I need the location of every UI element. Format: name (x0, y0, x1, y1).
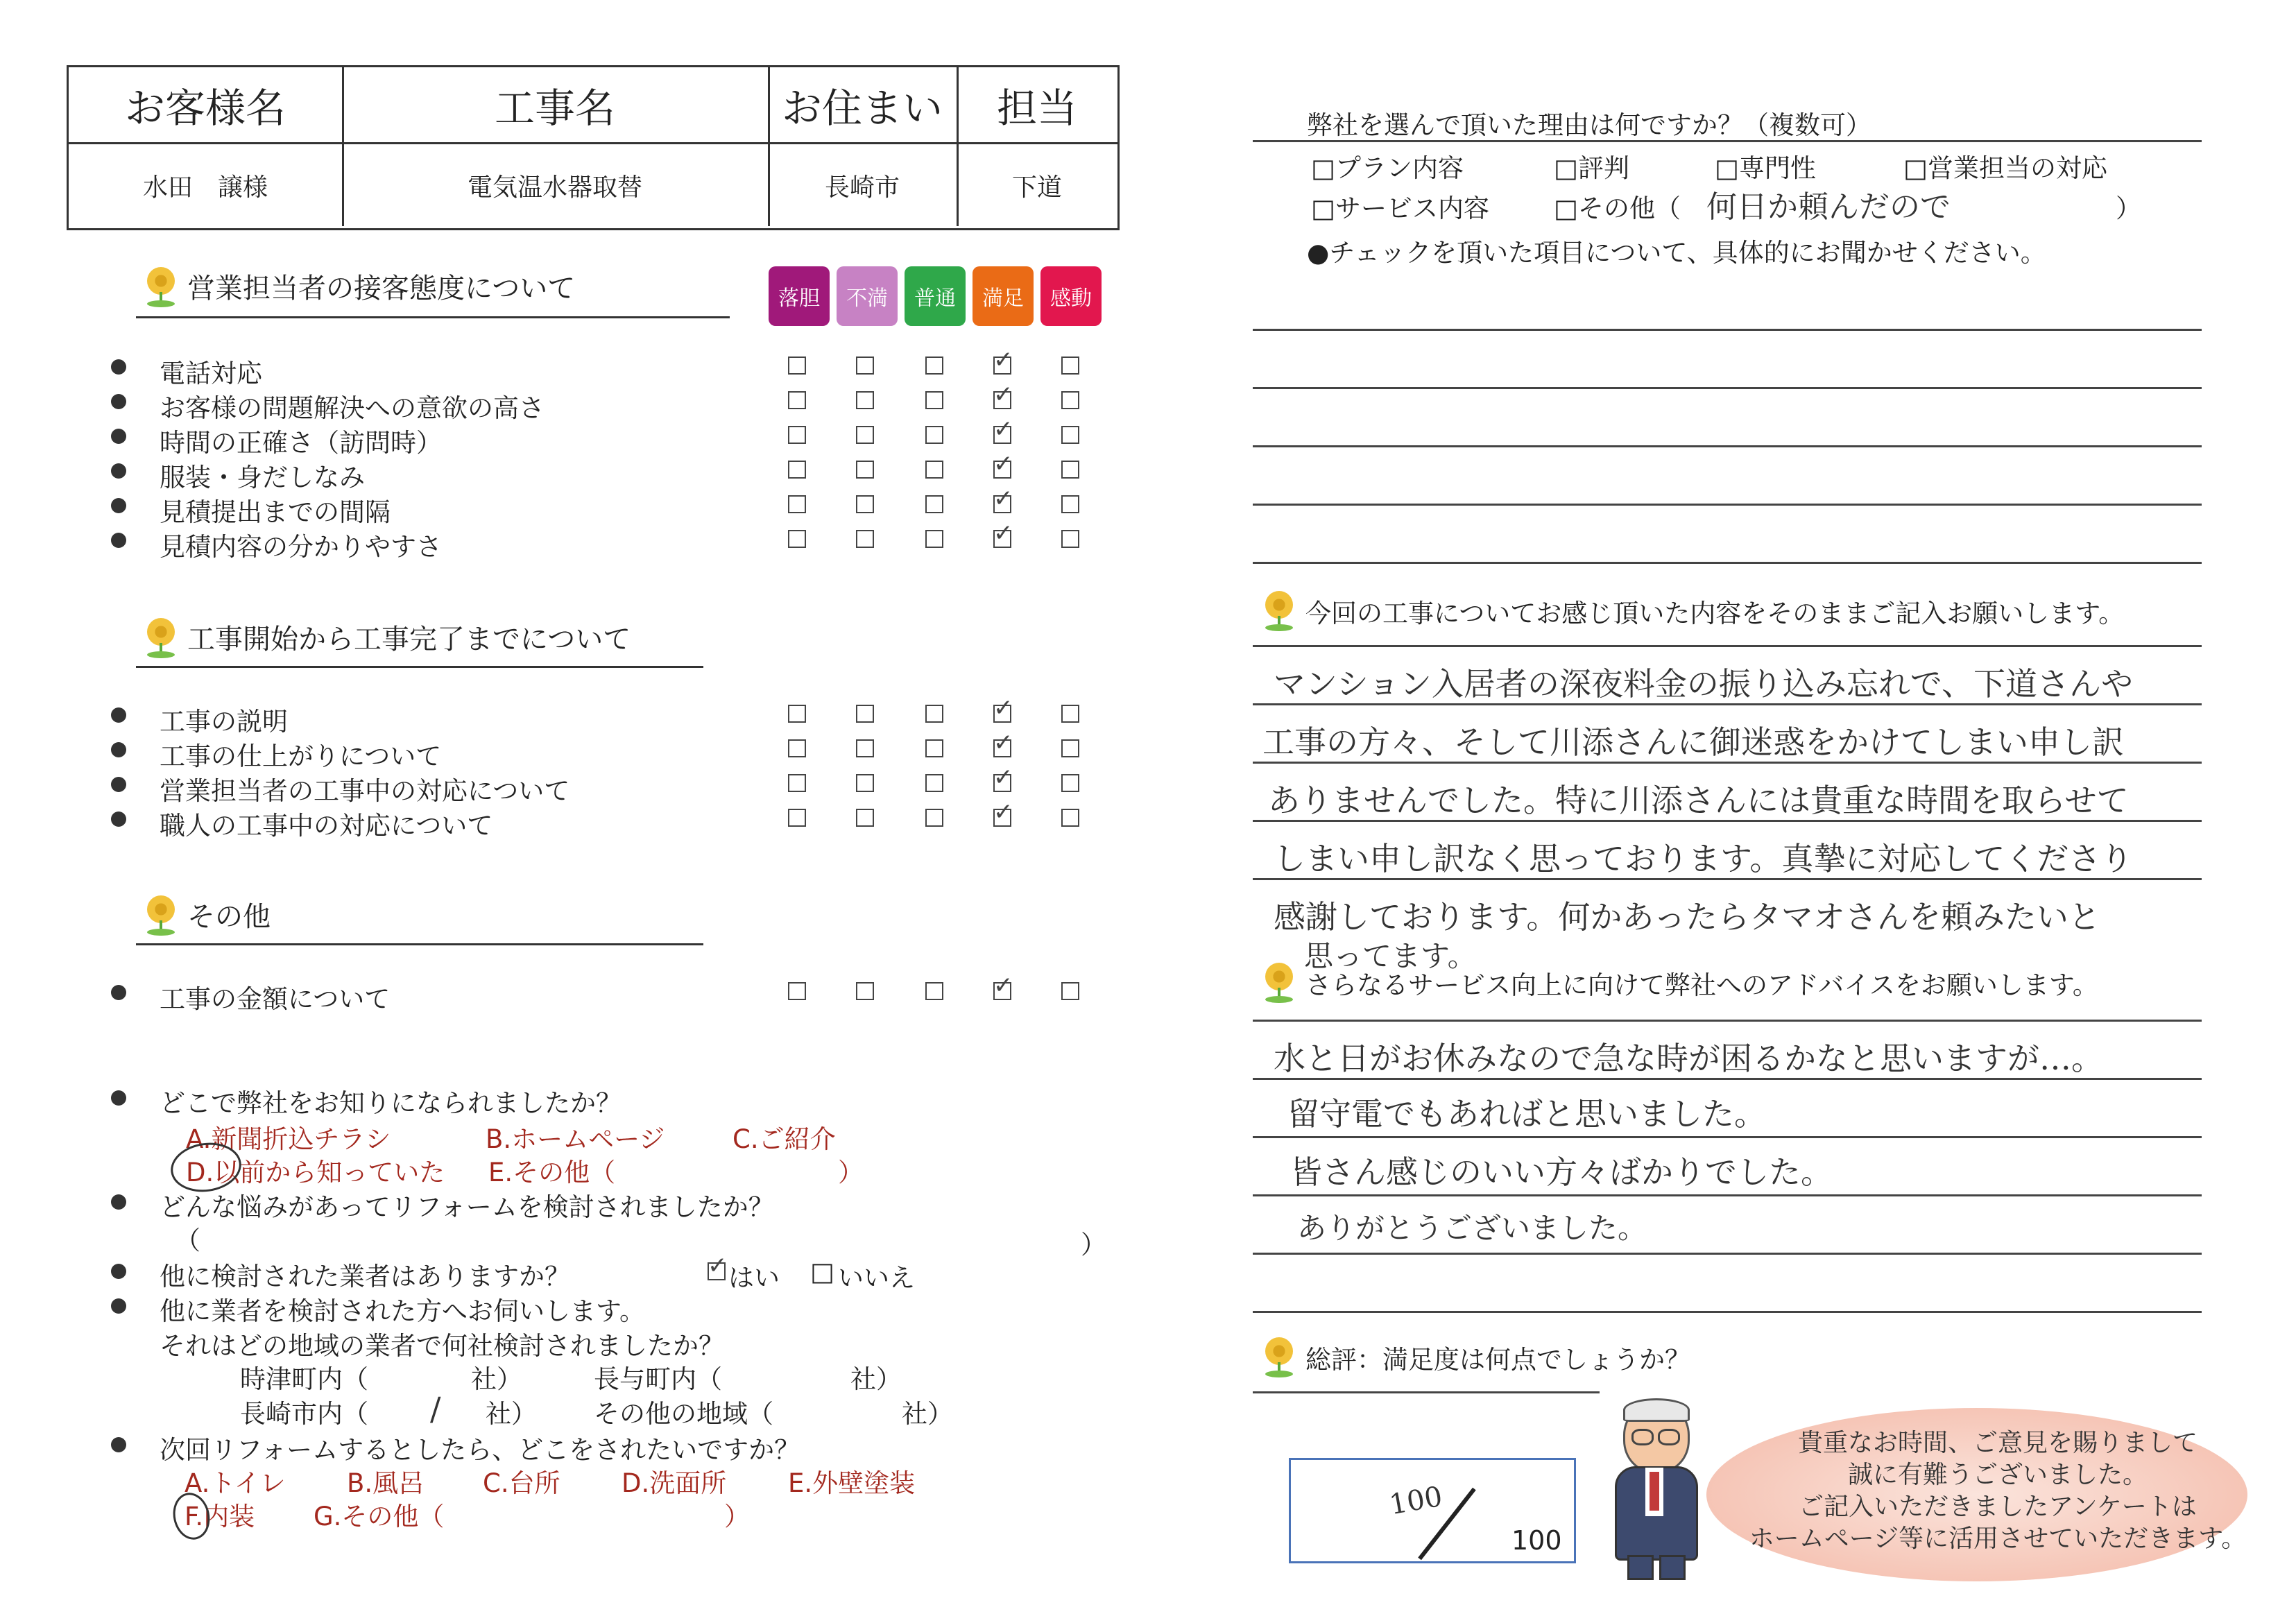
section-sales-attitude (144, 266, 575, 309)
rating-checkbox-不満[interactable] (856, 426, 874, 444)
rating-checkbox-満足[interactable] (993, 485, 1013, 513)
question-sub: それはどの地域の業者で何社検討されましたか？ (160, 1331, 724, 1361)
badge-manzoku (973, 266, 1034, 326)
score-value: 100 (1387, 1480, 1445, 1522)
rating-checkbox-不満[interactable] (856, 495, 874, 513)
option-other-close: ） (724, 1502, 750, 1531)
work-name: 電気温水器取替 (467, 173, 642, 202)
reason-other[interactable]: □その他（ (1554, 194, 1681, 223)
rating-checkbox-普通[interactable] (925, 461, 943, 479)
rating-checkbox-不満[interactable] (856, 391, 874, 409)
rating-checkbox-感動[interactable] (1061, 495, 1079, 513)
bullet (111, 1298, 126, 1314)
rating-checkbox-落胆[interactable] (788, 357, 806, 375)
question-source: どこで弊社をお知りになられましたか？ (160, 1088, 622, 1118)
badge-label: 普通 (914, 286, 956, 311)
rating-checkbox-満足[interactable] (993, 694, 1013, 723)
area-nagasaki: 長崎市内（ (240, 1399, 368, 1429)
rating-checkbox-満足[interactable] (993, 450, 1013, 479)
question-competitor-area: 他に業者を検討された方へお伺いします。 (160, 1296, 646, 1326)
hand-slash: / (430, 1390, 441, 1427)
section-score (1262, 1337, 1690, 1379)
section-underline (136, 316, 730, 318)
rating-checkbox-普通[interactable] (925, 705, 943, 723)
check-mark-icon: ✓ (993, 729, 1013, 757)
bullet (111, 812, 126, 827)
question-concern: どんな悩みがあってリフォームを検討されましたか？ (160, 1192, 774, 1222)
check-mark-icon: ✓ (708, 1252, 728, 1280)
check-mark-icon: ✓ (993, 450, 1013, 478)
rating-label: 営業担当者の工事中の対応について (160, 776, 570, 806)
rule-line (1253, 1020, 2202, 1022)
impression-line: しまい申し訳なく思っております。真摯に対応してくださり (1274, 840, 2133, 877)
impression-line: 思ってます。 (1304, 939, 1477, 973)
rule-line (1253, 1311, 2202, 1313)
header-customer-text: お客様名 (124, 85, 286, 132)
rating-checkbox-落胆[interactable] (788, 705, 806, 723)
rating-checkbox-満足[interactable] (993, 381, 1013, 409)
bullet (111, 429, 126, 444)
paren-open: （ (175, 1226, 200, 1255)
bullet (111, 1194, 126, 1210)
rating-checkbox-満足[interactable] (993, 729, 1013, 757)
rule-line (1253, 1194, 2202, 1196)
rating-checkbox-普通[interactable] (925, 357, 943, 375)
rating-checkbox-普通[interactable] (925, 982, 943, 1000)
badge-fuman (837, 266, 898, 326)
reason-expertise[interactable]: □専門性 (1715, 153, 1816, 183)
address-value: 長崎市 (824, 173, 900, 202)
rating-checkbox-落胆[interactable] (788, 426, 806, 444)
bullet (111, 1264, 126, 1279)
rating-checkbox-感動[interactable] (1061, 357, 1079, 375)
section-title: さらなるサービス向上に向けて弊社へのアドバイスをお願いします。 (1305, 970, 2098, 1000)
rating-checkbox-不満[interactable] (856, 530, 874, 548)
impression-line: ありませんでした。特に川添さんには貴重な時間を取らせて (1268, 782, 2129, 819)
rule-line (1253, 1253, 2202, 1255)
badge-label: 感動 (1050, 286, 1092, 311)
rating-checkbox-普通[interactable] (925, 426, 943, 444)
thanks-line: ホームページ等に活用させていただきます。 (1749, 1525, 2247, 1553)
header-customer-label (69, 67, 344, 142)
header-staff-label (957, 67, 1117, 142)
option-kitchen[interactable]: C.台所 (483, 1468, 560, 1498)
option-other[interactable]: G.その他（ (314, 1502, 445, 1531)
check-mark-icon: ✓ (993, 485, 1013, 513)
badge-label: 満足 (982, 286, 1024, 311)
customer-name: 水田 譲様 (142, 173, 268, 202)
rating-checkbox-普通[interactable] (925, 739, 943, 757)
checkbox-yes[interactable] (708, 1252, 728, 1280)
flower-icon (1262, 1337, 1296, 1379)
rating-checkbox-不満[interactable] (856, 357, 874, 375)
rating-row (0, 450, 1124, 492)
rating-checkbox-不満[interactable] (856, 705, 874, 723)
rating-checkbox-不満[interactable] (856, 461, 874, 479)
thanks-line: 貴重なお時間、ご意見を賜りまして (1797, 1429, 2198, 1457)
rule-line (1253, 504, 2202, 506)
customer-name-cell (69, 144, 344, 226)
rating-label: 工事の仕上がりについて (160, 741, 442, 771)
check-mark-icon: ✓ (993, 346, 1013, 374)
check-mark-icon: ✓ (993, 798, 1013, 826)
rule-line (1253, 387, 2202, 389)
rating-label: 電話対応 (160, 359, 262, 388)
rating-checkbox-不満[interactable] (856, 982, 874, 1000)
impression-line: 感謝しております。何かあったらタマオさんを頼みたいと (1274, 898, 2100, 936)
option-other-close: ） (838, 1158, 864, 1187)
section-title: 営業担当者の接客態度について (187, 273, 576, 304)
thanks-line: 誠に有難うございました。 (1847, 1461, 2148, 1489)
badge-label: 不満 (846, 286, 888, 311)
check-mark-icon: ✓ (993, 972, 1013, 999)
flower-icon (144, 895, 178, 937)
option-homepage[interactable]: B.ホームページ (486, 1124, 665, 1154)
section-title: 総評：満足度は何点でしょうか？ (1305, 1345, 1690, 1375)
option-interior[interactable]: F.内装 (185, 1502, 255, 1531)
rating-label: 見積提出までの間隔 (160, 497, 391, 527)
rating-checkbox-感動[interactable] (1061, 982, 1079, 1000)
section-construction (144, 617, 631, 660)
rating-row (0, 415, 1124, 458)
rating-label: 職人の工事中の対応について (160, 811, 493, 841)
rule-line (1253, 140, 2202, 142)
rating-row (0, 764, 1124, 806)
option-known-before[interactable]: D.以前から知っていた (186, 1158, 445, 1187)
rating-checkbox-落胆[interactable] (788, 461, 806, 479)
header-address-label (768, 67, 959, 142)
rating-checkbox-感動[interactable] (1061, 426, 1079, 444)
section-title: その他 (187, 901, 271, 933)
bullet (111, 463, 126, 479)
section-impressions (1262, 591, 2124, 633)
rule-line (1253, 762, 2202, 764)
question-next-reform: 次回リフォームするとしたら、どこをされたいですか？ (160, 1435, 800, 1465)
rating-checkbox-落胆[interactable] (788, 982, 806, 1000)
rating-checkbox-普通[interactable] (925, 809, 943, 827)
option-washroom[interactable]: D.洗面所 (622, 1468, 727, 1498)
rating-checkbox-落胆[interactable] (788, 774, 806, 792)
badge-rakutan (769, 266, 830, 326)
mascot-illustration (1609, 1394, 1699, 1580)
header-work-label (342, 67, 770, 142)
rating-checkbox-満足[interactable] (993, 346, 1013, 375)
bullet (111, 498, 126, 513)
rating-checkbox-感動[interactable] (1061, 461, 1079, 479)
rating-checkbox-感動[interactable] (1061, 530, 1079, 548)
rating-checkbox-普通[interactable] (925, 530, 943, 548)
rule-line (1253, 703, 2202, 705)
advice-line: ありがとうございました。 (1297, 1211, 1647, 1245)
score-box (1289, 1458, 1576, 1563)
rating-checkbox-感動[interactable] (1061, 774, 1079, 792)
rating-row (0, 485, 1124, 527)
rule-line (1253, 1078, 2202, 1080)
rating-checkbox-落胆[interactable] (788, 809, 806, 827)
rule-line (1253, 820, 2202, 822)
check-mark-icon: ✓ (993, 694, 1013, 722)
advice-line: 皆さん感じのいい方々ばかりでした。 (1290, 1153, 1833, 1191)
section-underline (136, 666, 703, 668)
option-newspaper[interactable]: A.新聞折込チラシ (186, 1124, 391, 1154)
option-referral[interactable]: C.ご紹介 (733, 1124, 836, 1154)
rule-line (1253, 445, 2202, 447)
area-nagayo: 長与町内（ 社） (594, 1364, 902, 1394)
staff-name: 下道 (1011, 173, 1062, 202)
rule-line (1253, 329, 2202, 331)
advice-line: 留守電でもあればと思いました。 (1287, 1095, 1766, 1133)
header-address-text: お住まい (781, 85, 943, 132)
address-cell (768, 144, 959, 226)
rating-checkbox-不満[interactable] (856, 739, 874, 757)
rule-line (1253, 1391, 1600, 1393)
rating-checkbox-感動[interactable] (1061, 705, 1079, 723)
rule-line (1253, 878, 2202, 880)
rating-row (0, 381, 1124, 423)
badge-kandou (1040, 266, 1102, 326)
rating-label: お客様の問題解決への意欲の高さ (160, 393, 545, 423)
rating-row (0, 694, 1124, 737)
rating-checkbox-満足[interactable] (993, 415, 1013, 444)
rating-checkbox-感動[interactable] (1061, 809, 1079, 827)
rule-line (1253, 562, 2202, 564)
label-no: いいえ (838, 1263, 915, 1293)
customer-info-table (67, 65, 1120, 230)
check-mark-icon: ✓ (993, 764, 1013, 791)
rule-line (1253, 645, 2202, 647)
bullet (111, 394, 126, 409)
bullet (111, 777, 126, 792)
section-title: 今回の工事についてお感じ頂いた内容をそのままご記入お願いします。 (1305, 599, 2125, 628)
badge-label: 落胆 (778, 286, 820, 311)
flower-icon (144, 267, 178, 309)
flower-icon (1262, 591, 1296, 633)
rating-row (0, 346, 1124, 388)
paren-close: ） (1081, 1230, 1106, 1260)
reason-other-handwritten: 何日か頼んだので (1706, 189, 1951, 225)
bullet (111, 533, 126, 548)
rating-label: 見積内容の分かりやすさ (160, 532, 442, 562)
section-advice (1262, 963, 2098, 1004)
thanks-text (1693, 1427, 2296, 1555)
reason-question: 弊社を選んで頂いた理由は何ですか？（複数可） (1307, 110, 1871, 140)
rating-label: 服装・身だしなみ (160, 463, 365, 492)
rating-checkbox-満足[interactable] (993, 764, 1013, 792)
reason-service[interactable]: □サービス内容 (1311, 194, 1489, 223)
bullet (111, 985, 126, 1000)
area-nagasaki-end: 社） (486, 1399, 537, 1429)
score-max: 100 (1511, 1525, 1562, 1556)
checkbox-no[interactable]: □ (810, 1257, 834, 1287)
rating-label: 工事の説明 (160, 707, 288, 737)
check-mark-icon: ✓ (993, 415, 1013, 443)
flower-icon (144, 618, 178, 660)
rating-row (0, 972, 1124, 1014)
section-other (144, 895, 271, 937)
bullet (111, 742, 126, 757)
impression-line: 工事の方々、そして川添さんに御迷惑をかけてしまい申し訳 (1262, 723, 2124, 761)
rating-checkbox-落胆[interactable] (788, 530, 806, 548)
advice-line: 水と日がお休みなので急な時が困るかなと思いますが…。 (1274, 1040, 2103, 1077)
option-toilet[interactable]: A.トイレ (185, 1468, 286, 1498)
rating-checkbox-満足[interactable] (993, 519, 1013, 548)
rating-row (0, 519, 1124, 562)
check-mark-icon: ✓ (993, 381, 1013, 409)
rating-checkbox-感動[interactable] (1061, 739, 1079, 757)
flower-icon (1262, 963, 1296, 1004)
rating-checkbox-普通[interactable] (925, 391, 943, 409)
option-other[interactable]: E.その他（ (488, 1158, 616, 1187)
rating-checkbox-落胆[interactable] (788, 391, 806, 409)
reason-plan[interactable]: □プラン内容 (1311, 153, 1464, 183)
badge-futsuu (905, 266, 966, 326)
bullet (111, 359, 126, 375)
detail-question: ●チェックを頂いた項目について、具体的にお聞かせください。 (1307, 238, 2046, 268)
question-competitors: 他に検討された業者はありますか？ (160, 1262, 570, 1291)
reason-other-close: ） (2116, 194, 2141, 223)
impression-line: マンション入居者の深夜料金の振り込み忘れで、下道さんや (1274, 665, 2134, 703)
rating-checkbox-不満[interactable] (856, 809, 874, 827)
thanks-line: ご記入いただきましたアンケートは (1799, 1493, 2197, 1521)
rating-label: 時間の正確さ（訪問時） (160, 428, 442, 458)
staff-cell (957, 144, 1117, 226)
bullet (111, 707, 126, 723)
area-other: その他の地域（ 社） (594, 1399, 953, 1429)
rating-checkbox-満足[interactable] (993, 798, 1013, 827)
rating-label: 工事の金額について (160, 984, 391, 1014)
rating-checkbox-不満[interactable] (856, 774, 874, 792)
option-bath[interactable]: B.風呂 (347, 1468, 425, 1498)
rating-row (0, 729, 1124, 771)
bullet (111, 1090, 126, 1106)
rating-checkbox-普通[interactable] (925, 774, 943, 792)
option-exterior[interactable]: E.外壁塗装 (788, 1468, 916, 1498)
header-work-text: 工事名 (494, 85, 615, 132)
label-yes: はい (728, 1263, 780, 1293)
work-name-cell (342, 144, 770, 226)
reason-reputation[interactable]: □評判 (1554, 153, 1629, 183)
check-mark-icon: ✓ (993, 519, 1013, 547)
rating-checkbox-感動[interactable] (1061, 391, 1079, 409)
rating-checkbox-普通[interactable] (925, 495, 943, 513)
rating-checkbox-満足[interactable] (993, 972, 1013, 1000)
section-title: 工事開始から工事完了までについて (187, 624, 631, 655)
rating-row (0, 798, 1124, 841)
bullet (111, 1437, 126, 1452)
reason-sales-response[interactable]: □営業担当の対応 (1903, 153, 2107, 183)
area-togitsu: 時津町内（ 社） (240, 1364, 522, 1394)
rating-checkbox-落胆[interactable] (788, 495, 806, 513)
header-staff-text: 担当 (996, 85, 1077, 132)
rating-checkbox-落胆[interactable] (788, 739, 806, 757)
rule-line (1253, 1136, 2202, 1138)
section-underline (136, 943, 703, 945)
